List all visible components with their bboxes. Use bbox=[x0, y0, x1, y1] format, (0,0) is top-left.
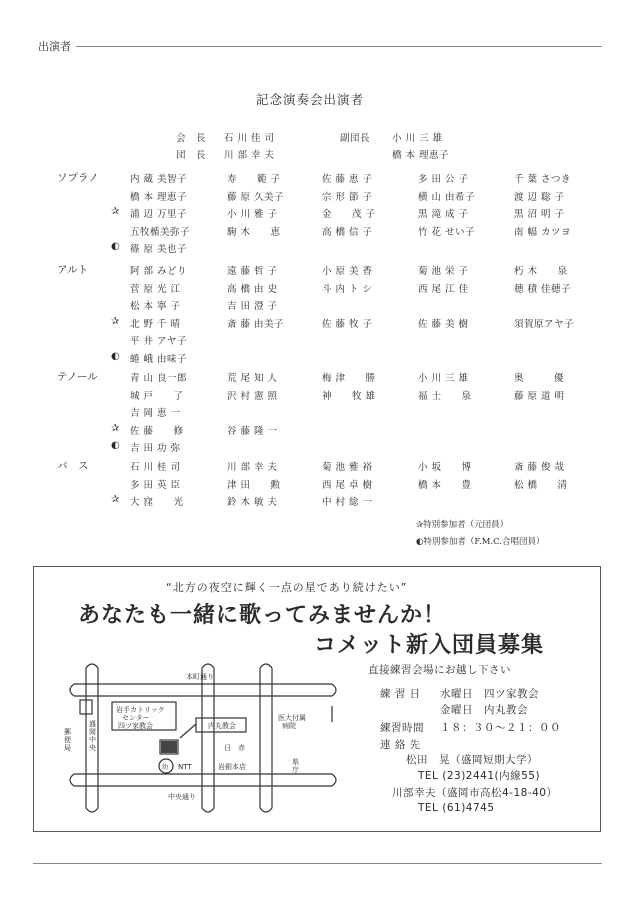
legend-circle-text: 特別参加者（F.M.C.合唱団員） bbox=[423, 537, 545, 547]
recruit-note: 直接練習会場にお越し下さい bbox=[368, 664, 511, 676]
map-kencho-1: 県 bbox=[292, 758, 299, 766]
footer-rule bbox=[33, 863, 602, 864]
map-hospital-line1: 医大付属 bbox=[278, 714, 306, 722]
practice-day-1: 水曜日 四ツ家教会 bbox=[440, 688, 539, 700]
member-name: 宗 形 節 子 bbox=[322, 191, 373, 203]
member-name: 佐 藤 恵 子 bbox=[322, 174, 373, 185]
member-name: 西 尾 江 佳 bbox=[418, 283, 469, 295]
map-ntt: NTT bbox=[178, 763, 192, 771]
member-name: 藤 原 道 明 bbox=[514, 390, 565, 402]
member-name: 竹 花 せい子 bbox=[418, 226, 476, 238]
member-name: 駒 木 恵 bbox=[227, 226, 281, 238]
member-name: 鈴 木 敏 夫 bbox=[227, 497, 278, 508]
map-street-bottom: 中央通り bbox=[168, 793, 196, 801]
contact-tel-2: TEL (61)4745 bbox=[418, 802, 495, 814]
map-post-office bbox=[64, 728, 73, 752]
practice-day-2: 金曜日 内丸教会 bbox=[440, 704, 528, 716]
member-name: 高 橋 信 子 bbox=[322, 226, 373, 238]
star-icon: ✰ bbox=[111, 315, 120, 327]
contact-tel-1: TEL (23)2441(内線55) bbox=[418, 770, 541, 782]
member-name: 黒 滝 成 子 bbox=[418, 209, 469, 220]
circle-icon: ◐ bbox=[111, 241, 120, 252]
member-name: 青 山 良一郎 bbox=[130, 373, 188, 384]
map-mc-4: 央 bbox=[89, 744, 96, 752]
practice-day-label: 練 習 日 bbox=[380, 688, 421, 700]
member-name: 橋 本 豊 bbox=[418, 479, 472, 491]
map-bank: 岩銀本店 bbox=[218, 763, 246, 771]
star-icon: ✰ bbox=[111, 494, 120, 505]
member-name: 阿 部 みどり bbox=[130, 266, 188, 277]
practice-time: １８：３０～２１：００ bbox=[440, 722, 561, 734]
recruit-headline-1: あなたも一緒に歌ってみませんか！ bbox=[78, 602, 447, 628]
officer-name: 川 部 幸 夫 bbox=[224, 150, 275, 161]
member-name: 寿 範 子 bbox=[227, 174, 281, 185]
circle-icon: ◐ bbox=[416, 537, 424, 547]
member-name: 藤 原 久美子 bbox=[227, 191, 285, 203]
legend-star-row bbox=[416, 518, 508, 530]
member-name: 千 葉 さつき bbox=[514, 174, 572, 185]
street-middle bbox=[202, 668, 214, 808]
member-name: 沢 村 憲 照 bbox=[227, 390, 278, 402]
member-name: 梅 津 勝 bbox=[322, 373, 376, 384]
officer-name: 小 川 三 雄 bbox=[392, 133, 443, 144]
map-church-a-line2: センター bbox=[122, 714, 150, 722]
member-name: 小 川 三 雄 bbox=[418, 373, 469, 384]
location-map bbox=[60, 660, 346, 820]
member-name: 谷 藤 隆 一 bbox=[227, 425, 278, 437]
member-name: 金 茂 子 bbox=[322, 209, 376, 220]
member-name: 中 村 総 一 bbox=[322, 497, 373, 508]
member-name: 吉 田 功 弥 bbox=[130, 443, 181, 454]
member-name: 佐 藤 美 樹 bbox=[418, 318, 469, 330]
member-name: 西 尾 卓 樹 bbox=[322, 479, 373, 491]
map-church-b: 内丸教会 bbox=[208, 722, 236, 730]
map-circle-label: 幼 bbox=[162, 764, 169, 771]
map-mc-1: 盛 bbox=[89, 720, 96, 728]
circle-icon: ◐ bbox=[111, 440, 120, 451]
member-name: 石 川 桂 司 bbox=[130, 462, 181, 473]
part-label-tenor: テノール bbox=[57, 371, 98, 383]
contact-1: 松田 晃（盛岡短期大学） bbox=[406, 754, 538, 766]
part-label-soprano: ソプラノ bbox=[57, 172, 99, 184]
map-nitto: 日 赤 bbox=[224, 744, 245, 752]
map-post-3: 局 bbox=[64, 744, 71, 752]
member-name: 五牧楯美弥子 bbox=[130, 226, 191, 238]
member-name: 小 原 美 香 bbox=[322, 266, 373, 277]
member-name: 荒 尾 知 人 bbox=[227, 373, 278, 384]
legend-star-text: 特別参加者（元団員） bbox=[423, 520, 509, 530]
legend-circle-row bbox=[416, 535, 545, 547]
member-name: 高 橋 由 史 bbox=[227, 283, 278, 295]
member-name: 吉 田 澄 子 bbox=[227, 301, 278, 312]
member-name: 横 山 由希子 bbox=[418, 191, 476, 203]
officer-name: 石 川 佳 司 bbox=[224, 133, 275, 144]
contact-2: 川部幸夫（盛岡市高松4-18-40） bbox=[392, 787, 558, 799]
member-name: 朽 木 泉 bbox=[514, 266, 568, 277]
member-name: 蜷 峨 由味子 bbox=[130, 353, 188, 365]
page-title: 記念演奏会出演者 bbox=[256, 92, 365, 107]
member-name: 平 井 アヤ子 bbox=[130, 336, 188, 347]
star-icon: ✰ bbox=[111, 206, 120, 217]
member-name: 小 川 雅 子 bbox=[227, 209, 278, 220]
member-name: 津 田 勲 bbox=[227, 479, 281, 491]
member-name: 斗 内 ト シ bbox=[322, 283, 373, 295]
member-name: 神 牧 雄 bbox=[322, 390, 376, 402]
map-street-top: 本町通り bbox=[186, 673, 214, 681]
map-mc-3: 中 bbox=[89, 736, 96, 744]
recruit-slogan: “北方の夜空に輝く一点の星であり続けたい” bbox=[166, 581, 408, 594]
member-name: 菊 池 栄 子 bbox=[418, 266, 469, 277]
member-name: 橋 本 理恵子 bbox=[130, 191, 188, 203]
member-name: 北 野 千 晴 bbox=[130, 318, 181, 330]
header-rule bbox=[76, 46, 602, 47]
member-name: 大 窪 光 bbox=[130, 497, 184, 508]
member-name: 松 橋 清 bbox=[514, 479, 568, 491]
member-name: 佐 藤 牧 子 bbox=[322, 318, 373, 330]
street-east bbox=[260, 668, 272, 808]
member-name: 福 士 泉 bbox=[418, 390, 472, 402]
member-name: 城 戸 了 bbox=[130, 390, 184, 402]
star-icon: ✰ bbox=[111, 422, 120, 434]
member-name: 遠 藤 哲 子 bbox=[227, 266, 278, 277]
member-name: 松 本 寧 子 bbox=[130, 301, 181, 312]
member-name: 内 蔵 美智子 bbox=[130, 174, 188, 185]
member-name: 菅 原 光 江 bbox=[130, 283, 181, 295]
map-hospital bbox=[278, 713, 308, 730]
recruit-headline-2: コメット新入団員募集 bbox=[314, 632, 545, 658]
street-chuo bbox=[74, 774, 332, 786]
member-name: 吉 岡 恵 一 bbox=[130, 408, 181, 419]
member-name: 須賀原アヤ子 bbox=[514, 318, 575, 330]
map-post-1: 郵 bbox=[64, 728, 71, 736]
circle-icon: ◐ bbox=[111, 350, 120, 362]
map-kencho-2: 庁 bbox=[292, 766, 299, 774]
member-name: 奥 優 bbox=[514, 373, 565, 384]
contact-label: 連 絡 先 bbox=[380, 739, 421, 751]
member-name: 穂 積 佳穂子 bbox=[514, 283, 572, 295]
member-name: 多 田 公 子 bbox=[418, 174, 469, 185]
map-post-2: 便 bbox=[64, 736, 71, 744]
map-mc-2: 岡 bbox=[89, 728, 96, 736]
practice-time-label: 練習時間 bbox=[380, 722, 424, 734]
street-honcho bbox=[74, 684, 332, 696]
map-church-a bbox=[116, 705, 167, 722]
member-name: 篠 原 美也子 bbox=[130, 244, 188, 255]
section-label: 出演者 bbox=[38, 40, 71, 53]
member-name: 浦 辺 万里子 bbox=[130, 209, 188, 220]
member-name: 佐 藤 修 bbox=[130, 425, 184, 437]
member-name: 多 田 英 臣 bbox=[130, 479, 181, 491]
member-name: 斎 藤 由美子 bbox=[227, 318, 285, 330]
member-name: 斎 藤 俊 哉 bbox=[514, 462, 565, 473]
map-church-a-line1: 岩手カトリック bbox=[116, 706, 165, 714]
map-morioka-chuo bbox=[89, 719, 98, 752]
member-name: 川 部 幸 夫 bbox=[227, 462, 278, 473]
member-name: 菊 池 雅 裕 bbox=[322, 462, 373, 473]
map-hospital-line2: 病院 bbox=[282, 722, 296, 730]
map-kencho bbox=[292, 757, 301, 774]
officer-name: 橋 本 理恵子 bbox=[392, 150, 450, 161]
member-name: 渡 辺 聡 子 bbox=[514, 191, 565, 203]
member-name: 黒 沼 明 子 bbox=[514, 209, 565, 220]
star-icon: ✰ bbox=[416, 520, 424, 530]
member-name: 小 坂 博 bbox=[418, 462, 472, 473]
part-label-bass: バ ス bbox=[57, 460, 89, 472]
officer-role: 団 長 bbox=[176, 150, 207, 161]
part-label-alto: アルト bbox=[57, 264, 89, 276]
map-church-a2: 四ツ家教会 bbox=[118, 722, 153, 730]
officer-role: 副団長 bbox=[340, 133, 371, 144]
member-name: 南 幅 カツヨ bbox=[514, 226, 572, 238]
officer-role: 会 長 bbox=[176, 133, 207, 144]
